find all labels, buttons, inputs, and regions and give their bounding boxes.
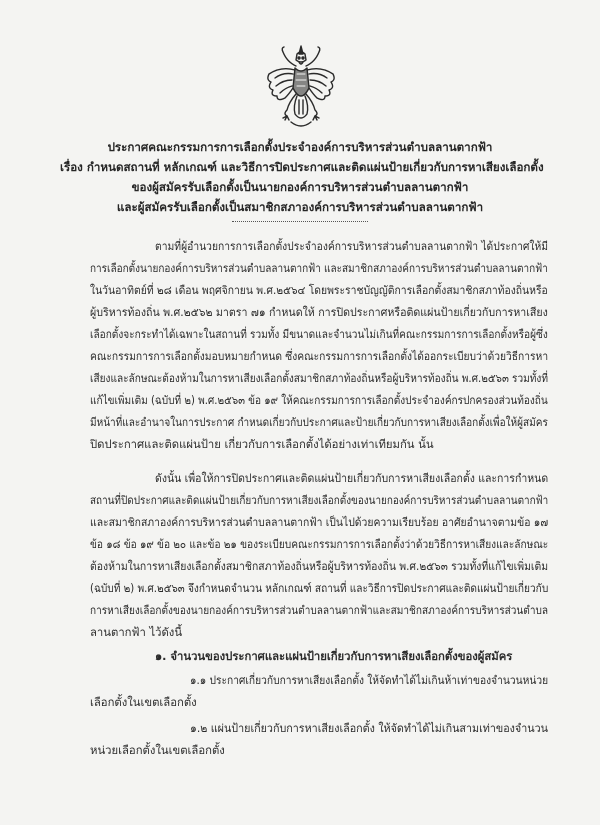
paragraph-1-line: ผู้บริหารท้องถิ่น พ.ศ.๒๕๖๒ มาตรา ๗๑ กำหนดให้ การปิดประกาศหรือติดแผ่นป้ายเกี่ยวกับการหาเสียง [90, 306, 548, 319]
item-1-2-line: หน่วยเลือกตั้งในเขตเลือกตั้ง [90, 744, 225, 757]
paragraph-1-line: ในวันอาทิตย์ที่ ๒๘ เดือน พฤศจิกายน พ.ศ.๒๕๖๔ โดยพระราชบัญญัติการเลือกตั้งสมาชิกสภาท้องถิ่นหรือ [90, 284, 548, 297]
announcement-subject-line-3: และผู้สมัครรับเลือกตั้งเป็นสมาชิกสภาองค์การบริหารส่วนตำบลลานตากฟ้า [116, 200, 484, 214]
garuda-emblem-icon [263, 44, 339, 130]
section-1-title: ๑. จำนวนของประกาศและแผ่นป้ายเกี่ยวกับการหาเสียงเลือกตั้งของผู้สมัคร [155, 650, 513, 663]
item-1-2-line: ๑.๒ แผ่นป้ายเกี่ยวกับการหาเสียงเลือกตั้ง ให้จัดทำได้ไม่เกินสามเท่าของจำนวน [190, 722, 548, 735]
paragraph-2-line: ลานตากฟ้า ไว้ดังนี้ [90, 626, 183, 639]
announcement-subject: เรื่อง กำหนดสถานที่ หลักเกณฑ์ และวิธีการปิดประกาศและติดแผ่นป้ายเกี่ยวกับการหาเสียงเลือกตั้ง [60, 160, 544, 174]
announcement-subject-line-2: ของผู้สมัครรับเลือกตั้งเป็นนายกองค์การบริหารส่วนตำบลลานตากฟ้า [131, 180, 469, 194]
paragraph-2-line: และสมาชิกสภาองค์การบริหารส่วนตำบลลานตากฟ้า เป็นไปด้วยความเรียบร้อย อาศัยอำนาจตามข้อ ๑๗ [90, 516, 549, 529]
title-divider [232, 221, 368, 222]
paragraph-2-line: การหาเสียงเลือกตั้งของนายกองค์การบริหารส่วนตำบลลานตากฟ้าและสมาชิกสภาองค์การบริหารส่วนตำบล [90, 604, 549, 617]
paragraph-2-line: ดังนั้น เพื่อให้การปิดประกาศและติดแผ่นป้ายเกี่ยวกับการหาเสียงเลือกตั้ง และการกำหนด [155, 472, 549, 485]
paragraph-1-line: เสียงและลักษณะต้องห้ามในการหาเสียงเลือกตั้งสมาชิกสภาท้องถิ่นหรือผู้บริหารท้องถิ่น พ.ศ.๒๕๖๓ รวมทั้งที่ [90, 372, 549, 385]
paragraph-1-line: ตามที่ผู้อำนวยการการเลือกตั้งประจำองค์การบริหารส่วนตำบลลานตากฟ้า ได้ประกาศให้มี [155, 240, 549, 253]
paragraph-1-line: แก้ไขเพิ่มเติม (ฉบับที่ ๒) พ.ศ.๒๕๖๓ ข้อ ๑๙ ให้คณะกรรมการการเลือกตั้งประจำองค์กรปกครองส่วนท้องถิ่น [90, 394, 548, 407]
announcement-title: ประกาศคณะกรรมการการเลือกตั้งประจำองค์การบริหารส่วนตำบลลานตากฟ้า [107, 140, 493, 154]
paragraph-2-line: ต้องห้ามในการหาเสียงเลือกตั้งสมาชิกสภาท้องถิ่นหรือผู้บริหารท้องถิ่น พ.ศ.๒๕๖๓ รวมทั้งที่แก้ไขเพิ่มเติม [90, 560, 549, 573]
paragraph-1-line: คณะกรรมการการเลือกตั้งมอบหมายกำหนด ซึ่งคณะกรรมการการเลือกตั้งได้ออกระเบียบว่าด้วยวิธีการหา [90, 350, 549, 363]
paragraph-2-line: ข้อ ๑๘ ข้อ ๑๙ ข้อ ๒๐ และข้อ ๒๑ ของระเบียบคณะกรรมการการเลือกตั้งว่าด้วยวิธีการหาเสียงและลักษณะ [90, 538, 549, 551]
item-1-1-line: ๑.๑ ประกาศเกี่ยวกับการหาเสียงเลือกตั้ง ให้จัดทำได้ไม่เกินห้าเท่าของจำนวนหน่วย [190, 674, 549, 687]
item-1-1-line: เลือกตั้งในเขตเลือกตั้ง [90, 696, 197, 709]
paragraph-1-line: เลือกตั้งจะกระทำได้เฉพาะในสถานที่ รวมทั้ง มีขนาดและจำนวนไม่เกินที่คณะกรรมการการเลือกตั้งหรือผู้ซึ่ง [90, 328, 548, 341]
paragraph-1-line: ปิดประกาศและติดแผ่นป้าย เกี่ยวกับการเลือกตั้งได้อย่างเท่าเทียมกัน นั้น [90, 438, 434, 451]
paragraph-2-line: สถานที่ปิดประกาศและติดแผ่นป้ายเกี่ยวกับการหาเสียงเลือกตั้งของนายกองค์การบริหารส่วนตำบลลานตากฟ้า [90, 494, 549, 507]
paragraph-1-line: มีหน้าที่และอำนาจในการประกาศ กำหนดเกี่ยวกับประกาศและป้ายเกี่ยวกับการหาเสียงเลือกตั้งเพื่อให้ผู้สมัคร [90, 416, 548, 429]
paragraph-1-line: การเลือกตั้งนายกองค์การบริหารส่วนตำบลลานตากฟ้า และสมาชิกสภาองค์การบริหารส่วนตำบลลานตากฟ้า [90, 262, 548, 275]
paragraph-2-line: (ฉบับที่ ๒) พ.ศ.๒๕๖๓ จึงกำหนดจำนวน หลักเกณฑ์ สถานที่ และวิธีการปิดประกาศและติดแผ่นป้ายเกี่ยวกับ [90, 582, 549, 595]
